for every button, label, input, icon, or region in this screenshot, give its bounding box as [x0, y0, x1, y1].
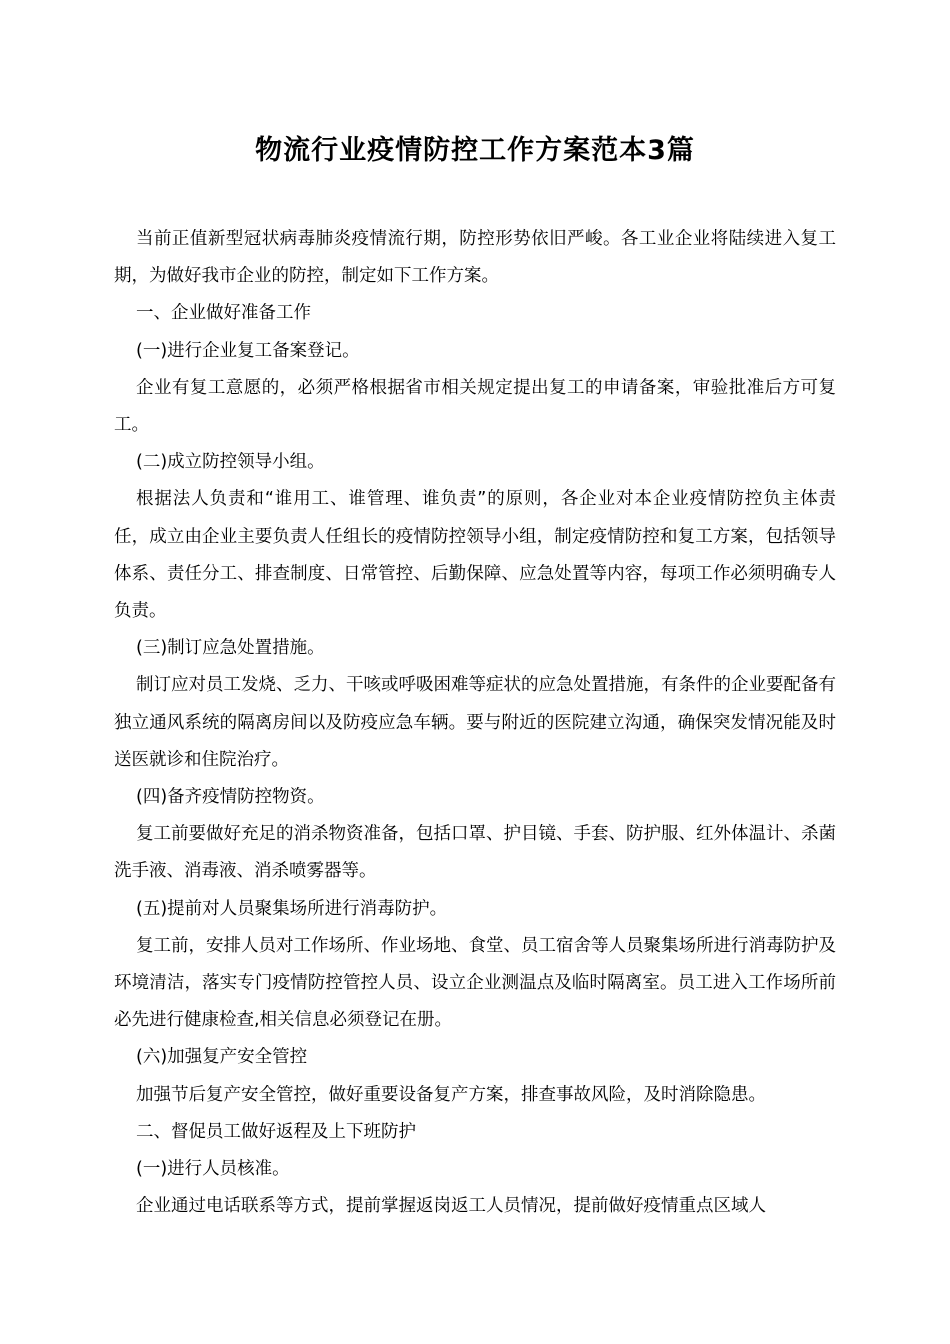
subsection-heading: (五)提前对人员聚集场所进行消毒防护。 [136, 898, 448, 919]
subsection-heading: (一)进行企业复工备案登记。 [136, 340, 360, 361]
paragraph: 企业通过电话联系等方式，提前掌握返岗返工人员情况，提前做好疫情重点区域人 [136, 1196, 766, 1217]
paragraph: 制订应对员工发烧、乏力、干咳或呼吸困难等症状的应急处置措施，有条件的企业要配备有独立通风系统的隔离房间以及防疫应急车辆。要与附近的医院建立沟通，确保突发情况能及时送医就诊和住院治疗。 [114, 675, 836, 770]
section-heading: 一、企业做好准备工作 [136, 303, 311, 324]
subsection-heading: (二)成立防控领导小组。 [136, 452, 325, 473]
document-body [114, 221, 836, 1225]
subsection-heading: (六)加强复产安全管控 [136, 1047, 308, 1068]
paragraph: 复工前要做好充足的消杀物资准备，包括口罩、护目镜、手套、防护服、红外体温计、杀菌洗手液、消毒液、消杀喷雾器等。 [114, 824, 836, 882]
section-heading: 二、督促员工做好返程及上下班防护 [136, 1121, 416, 1142]
paragraph: 根据法人负责和“谁用工、谁管理、谁负责”的原则，各企业对本企业疫情防控负主体责任，成立由企业主要负责人任组长的疫情防控领导小组，制定疫情防控和复工方案，包括领导体系、责任分工、排查制度、日常管控、后勤保障、应急处置等内容，每项工作必须明确专人负责。 [114, 489, 836, 622]
paragraph: 加强节后复产安全管控，做好重要设备复产方案，排查事故风险，及时消除隐患。 [136, 1084, 766, 1105]
subsection-heading: (三)制订应急处置措施。 [136, 638, 325, 659]
subsection-heading: (四)备齐疫情防控物资。 [136, 787, 325, 808]
paragraph: 当前正值新型冠状病毒肺炎疫情流行期，防控形势依旧严峻。各工业企业将陆续进入复工期，为做好我市企业的防控，制定如下工作方案。 [114, 229, 836, 287]
paragraph: 企业有复工意愿的，必须严格根据省市相关规定提出复工的申请备案，审验批准后方可复工。 [114, 377, 836, 436]
paragraph: 复工前，安排人员对工作场所、作业场地、食堂、员工宿舍等人员聚集场所进行消毒防护及环境清洁，落实专门疫情防控管控人员、设立企业测温点及临时隔离室。员工进入工作场所前必先进行健康检查,相关信息必须登记在册。 [114, 935, 836, 1031]
subsection-heading: (一)进行人员核准。 [136, 1159, 290, 1180]
document-title: 物流行业疫情防控工作方案范本3篇 [255, 135, 695, 166]
